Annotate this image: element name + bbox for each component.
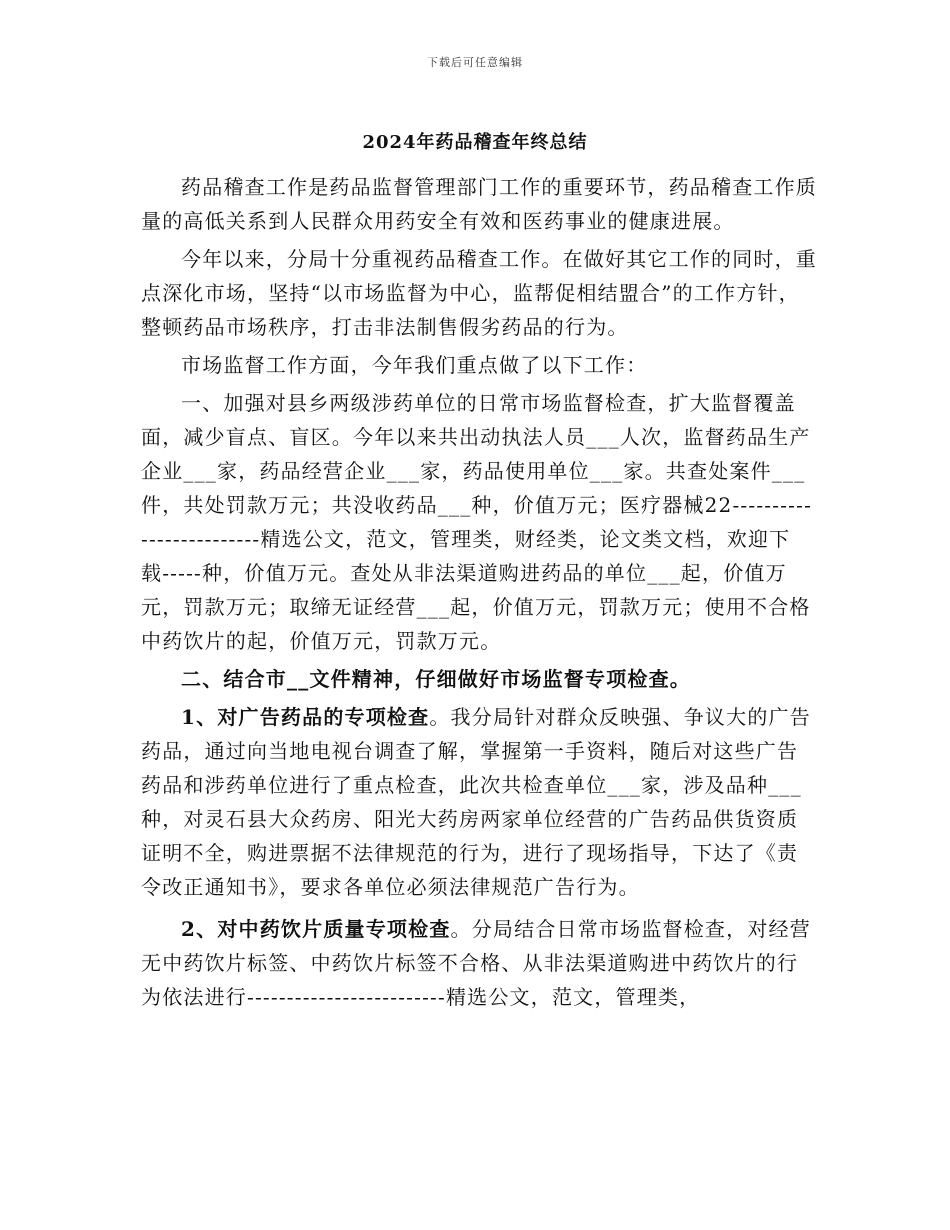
document-title: 2024年药品稽查年终总结 (362, 132, 588, 153)
paragraph-ad-drug-inspection (141, 700, 819, 904)
paragraph-market-work: 市场监督工作方面，今年我们重点做了以下工作： (181, 353, 648, 377)
text-herbal: 。分局结合日常市场监督检查，对经营无中药饮片标签、中药饮片标签不合格、从非法渠道购进中药饮片的行为依法进行-------------------------精选公文，范文，管理类， (141, 917, 811, 1009)
paragraph-section-one: 一、加强对县乡两级涉药单位的日常市场监督检查，扩大监督覆盖面，减少盲点、盲区。今年以来共出动执法人员___人次，监督药品生产企业___家，药品经营企业___家，药品使用单位___家。共查处案件___件，共处罚款万元；共没收药品___种，价值万元；医疗器械22-------------------------精选公文，范文，管理类，财经类，论文类文档，欢迎下载-----种，价值万元。查处从非法渠道购进药品的单位___起，价值万元，罚款万元；取缔无证经营___起，价值万元，罚款万元；使用不合格中药饮片的起，价值万元，罚款万元。 (141, 391, 813, 653)
paragraph-herbal-inspection (141, 912, 819, 1014)
heading-section-two: 二、结合市__文件精神，仔细做好市场监督专项检查。 (181, 667, 691, 691)
subheading-herbal: 2、对中药饮片质量专项检查 (181, 917, 451, 941)
paragraph-overview: 今年以来，分局十分重视药品稽查工作。在做好其它工作的同时，重点深化市场，坚持“以市场监督为中心，监帮促相结盟合”的工作方针，整顿药品市场秩序，打击非法制售假劣药品的行为。 (141, 247, 817, 339)
document-body (141, 170, 819, 1018)
paragraph-intro: 药品稽查工作是药品监督管理部门工作的重要环节，药品稽查工作质量的高低关系到人民群众用药安全有效和医药事业的健康进展。 (141, 175, 817, 233)
text-ad-drug: 。我分局针对群众反映强、争议大的广告药品，通过向当地电视台调查了解，掌握第一手资料，随后对这些广告药品和涉药单位进行了重点检查，此次共检查单位___家，涉及品种___种，对灵石县大众药房、阳光大药房两家单位经营的广告药品供货资质证明不全，购进票据不法律规范的行为，进行了现场指导，下达了《责令改正通知书》，要求各单位必须法律规范广告行为。 (141, 705, 811, 899)
subheading-ad-drug: 1、对广告药品的专项检查 (181, 705, 430, 729)
header-note: 下载后可任意编辑 (427, 56, 523, 69)
